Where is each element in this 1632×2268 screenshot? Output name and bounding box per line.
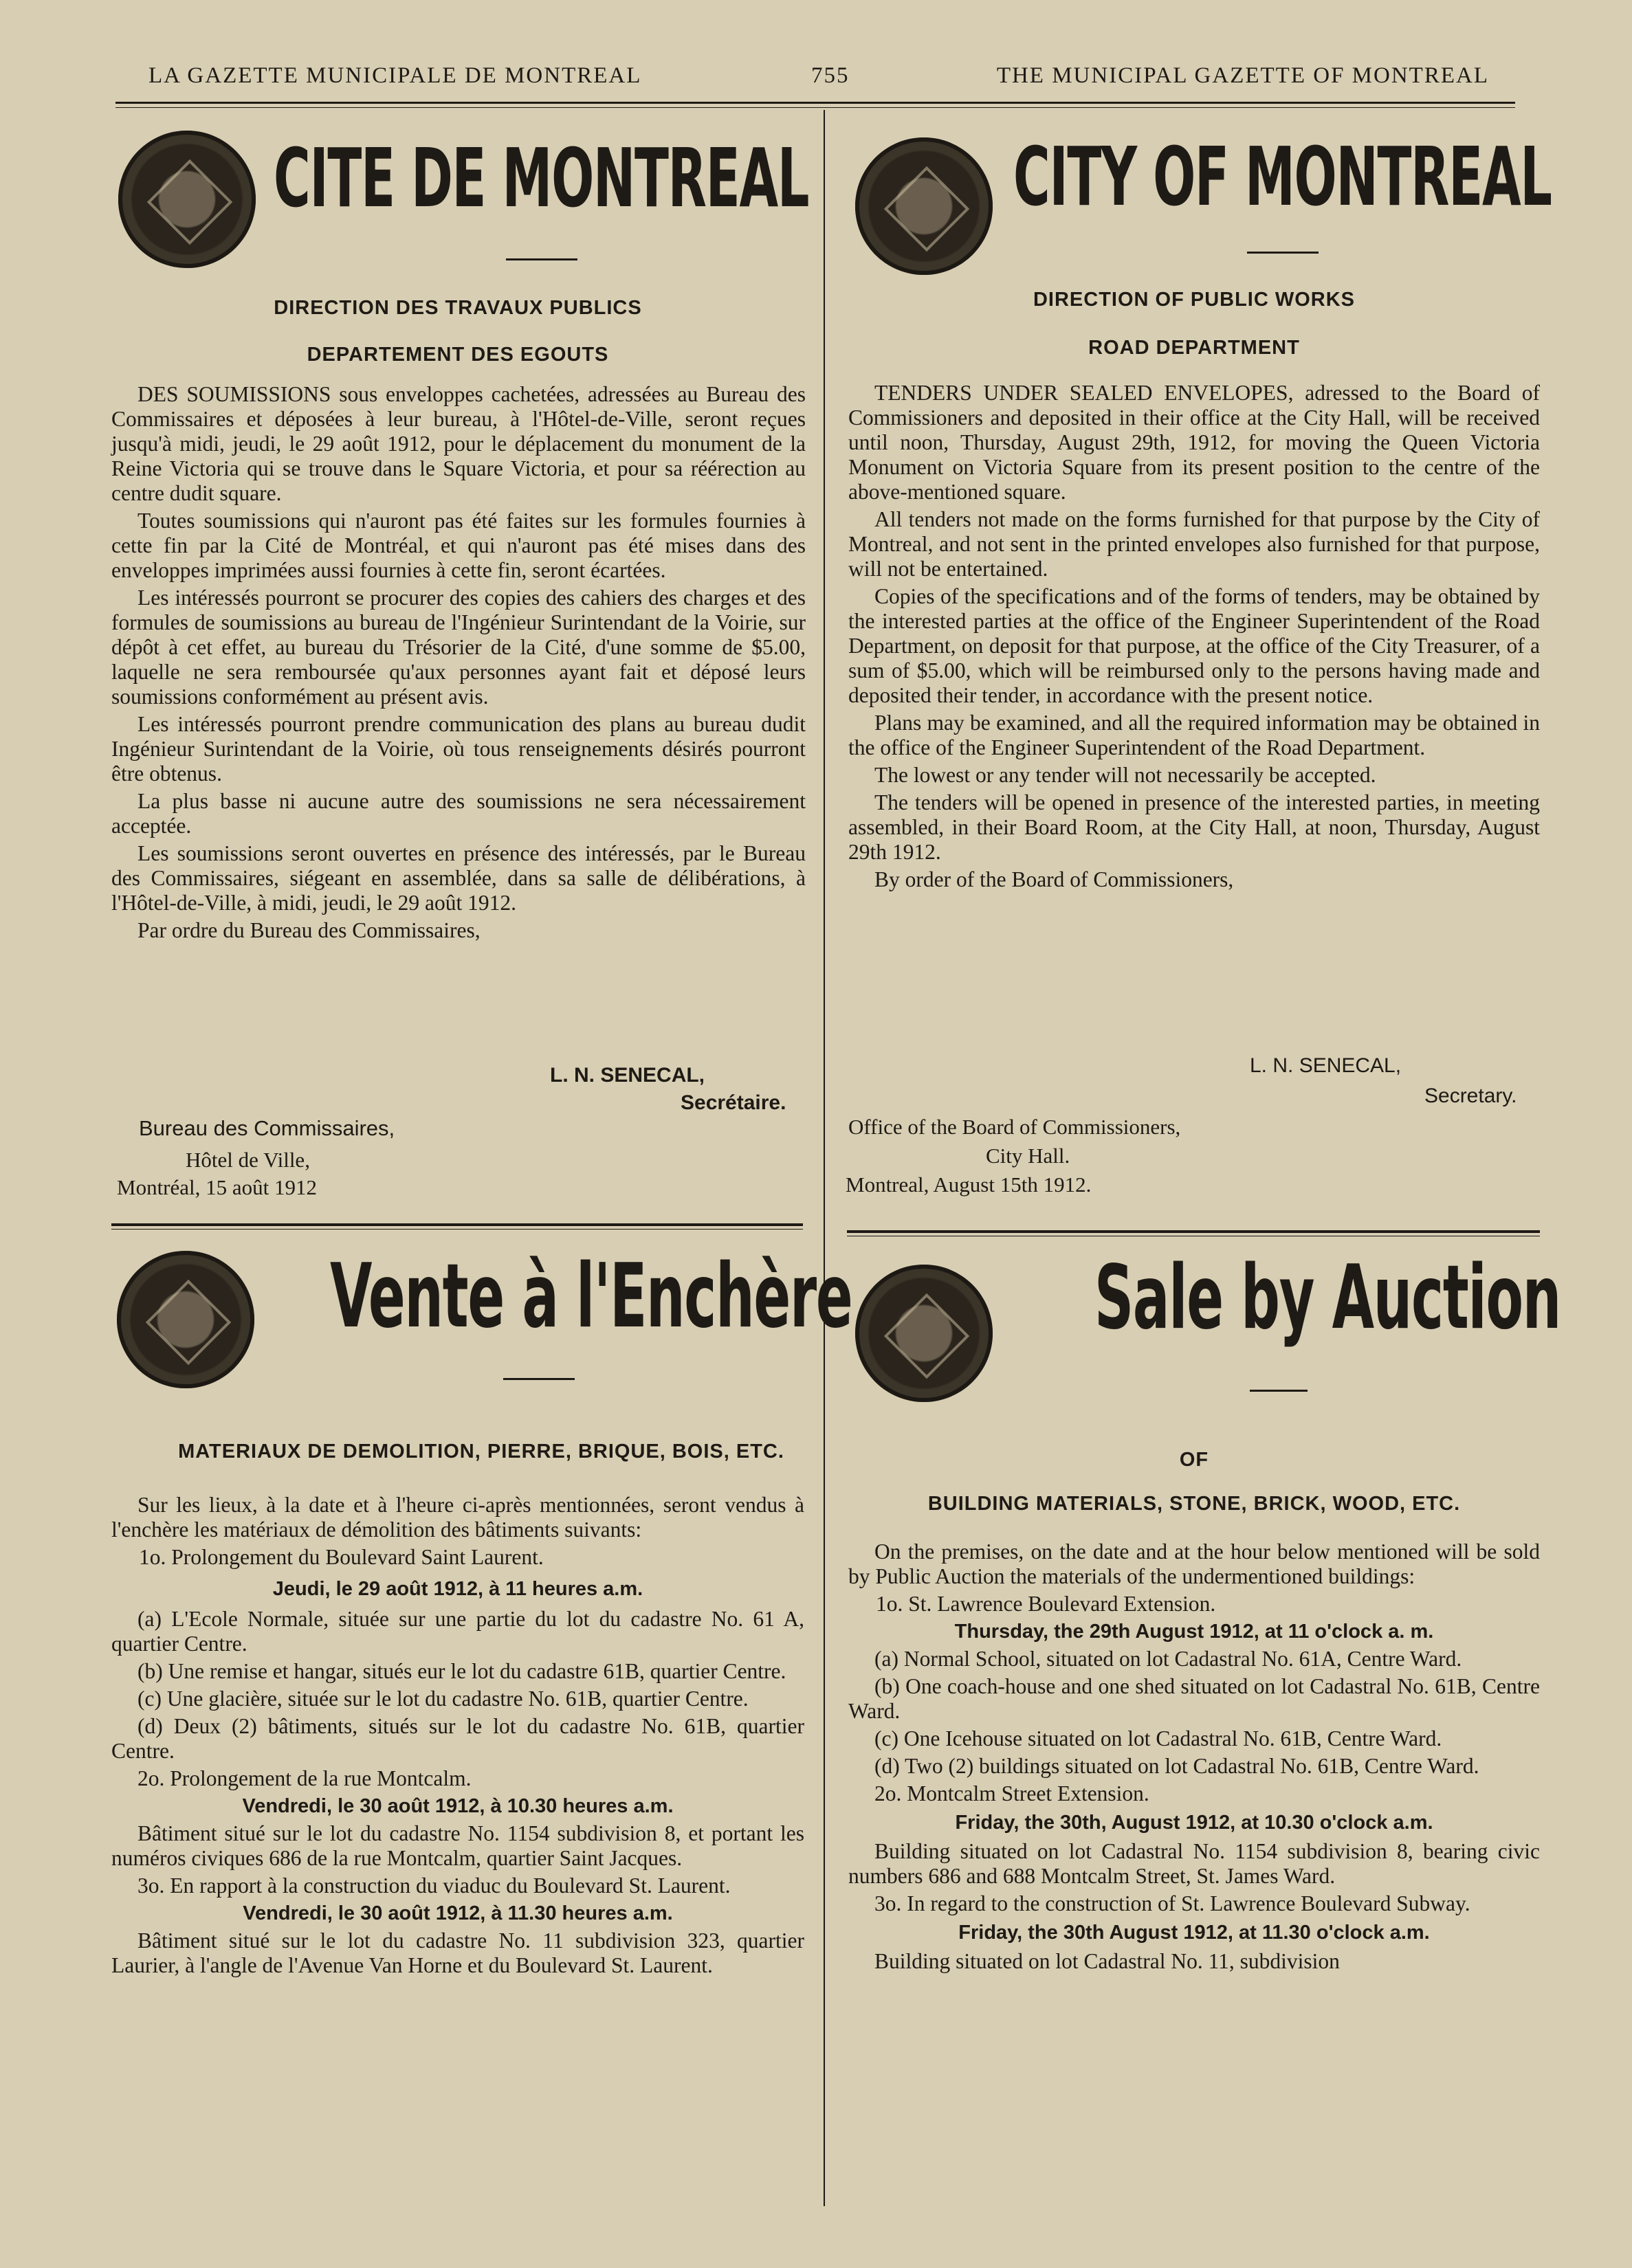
fr-auction-lot-d: (d) Deux (2) bâtiments, situés sur le lot du cadastre No. 61B, quartier Centre.: [111, 1714, 804, 1763]
en-auction-body: [848, 1539, 1540, 1977]
running-head: [115, 63, 1522, 104]
en-section-rule: [847, 1230, 1540, 1236]
fr-auction-item1: 1o. Prolongement du Boulevard Saint Laurent.: [139, 1545, 544, 1569]
city-seal-icon: [855, 1265, 993, 1402]
header-right-title: THE MUNICIPAL GAZETTE OF MONTREAL: [996, 63, 1489, 88]
en-paragraph: The tenders will be opened in presence of the interested parties, in meeting assembled, in their Board Room, at the City Hall, at noon, Thursday, August 29th 1912.: [848, 790, 1540, 864]
header-rule-thin: [115, 107, 1515, 108]
en-paragraph: All tenders not made on the forms furnished for that purpose by the City of Montreal, and not sent in the printed envelopes also furnished for that purpose, will not be entertained.: [848, 507, 1540, 581]
fr-auction-lot-e: Bâtiment situé sur le lot du cadastre No. 1154 subdivision 8, et portant les numéros civiques 686 de la rue Montcalm, quartier Saint Jacques.: [111, 1821, 804, 1870]
en-paragraph: The lowest or any tender will not necessarily be accepted.: [874, 763, 1376, 787]
en-auction-date3: Friday, the 30th August 1912, at 11.30 o'clock a.m.: [958, 1922, 1430, 1944]
header-left-title: LA GAZETTE MUNICIPALE DE MONTREAL: [148, 63, 642, 88]
en-auction-lot-c: (c) One Icehouse situated on lot Cadastral No. 61B, Centre Ward.: [874, 1726, 1442, 1750]
en-subdept-heading: ROAD DEPARTMENT: [1088, 337, 1300, 359]
en-auction-intro: On the premises, on the date and at the hour below mentioned will be sold by Public Auction the materials of the undermentioned buildings:: [848, 1539, 1540, 1588]
en-auction-date1: Thursday, the 29th August 1912, at 11 o'clock a. m.: [954, 1621, 1434, 1643]
en-auction-lot-e: Building situated on lot Cadastral No. 1154 subdivision 8, bearing civic numbers 686 and 688 Montcalm Street, St. James Ward.: [848, 1839, 1540, 1888]
en-notice-title: CITY OF MONTREAL: [1013, 129, 1552, 224]
en-auction-lot-b: (b) One coach-house and one shed situated on lot Cadastral No. 61B, Centre Ward.: [848, 1674, 1540, 1723]
fr-date: Montréal, 15 août 1912: [117, 1175, 318, 1199]
fr-auction-lot-a: (a) L'Ecole Normale, située sur une partie du lot du cadastre No. 61 A, quartier Centre.: [111, 1607, 804, 1656]
en-signer: L. N. SENECAL,: [1250, 1054, 1402, 1077]
fr-paragraph: Les soumissions seront ouvertes en présence des intéressés, par le Bureau des Commissaires, siégeant en assemblée, dans sa salle de délibérations, à l'Hôtel-de-Ville, à midi, jeudi, le 29 août 1912.: [111, 841, 806, 915]
en-signer-title: Secretary.: [1424, 1085, 1517, 1107]
fr-auction-date3: Vendredi, le 30 août 1912, à 11.30 heures a.m.: [243, 1902, 673, 1924]
fr-auction-title: Vente à l'Enchère: [330, 1245, 852, 1348]
fr-office2: Hôtel de Ville,: [186, 1148, 310, 1172]
fr-auction-intro: Sur les lieux, à la date et à l'heure ci-après mentionnées, seront vendus à l'enchère les matériaux de démolition des bâtiments suivants:: [111, 1493, 804, 1542]
en-auction-lot-d: (d) Two (2) buildings situated on lot Cadastral No. 61B, Centre Ward.: [874, 1754, 1479, 1778]
fr-auction-body: [111, 1493, 804, 1981]
en-auction-item2: 2o. Montcalm Street Extension.: [874, 1781, 1149, 1805]
en-dept-heading: DIRECTION OF PUBLIC WORKS: [1033, 289, 1356, 311]
en-paragraph: Plans may be examined, and all the required information may be obtained in the office of the Engineer Superintendent of the Road Department.: [848, 711, 1540, 759]
fr-section-rule: [111, 1223, 803, 1230]
column-divider: [824, 110, 825, 2206]
en-auction-lot-a: (a) Normal School, situated on lot Cadastral No. 61A, Centre Ward.: [874, 1647, 1462, 1671]
fr-auction-lot-b: (b) Une remise et hangar, situés eur le lot du cadastre 61B, quartier Centre.: [137, 1659, 786, 1683]
en-auction-date2: Friday, the 30th, August 1912, at 10.30 o'clock a.m.: [955, 1812, 1433, 1834]
fr-auction-item2: 2o. Prolongement de la rue Montcalm.: [137, 1766, 472, 1790]
city-seal-icon: [855, 137, 993, 275]
en-date: Montreal, August 15th 1912.: [846, 1172, 1092, 1197]
fr-dept-heading: DIRECTION DES TRAVAUX PUBLICS: [274, 297, 642, 319]
en-auction-title-rule: [1250, 1390, 1308, 1392]
en-auction-of: OF: [1179, 1449, 1209, 1471]
fr-notice-title: CITE DE MONTREAL: [274, 131, 809, 225]
fr-auction-date2: Vendredi, le 30 août 1912, à 10.30 heures a.m.: [242, 1795, 674, 1817]
fr-auction-subhead: MATERIAUX DE DEMOLITION, PIERRE, BRIQUE, BOIS, ETC.: [178, 1441, 784, 1463]
en-notice-body: [848, 381, 1540, 895]
en-paragraph: TENDERS UNDER SEALED ENVELOPES, adressed to the Board of Commissioners and deposited in their office at the City Hall, will be received until noon, Thursday, August 29th, 1912, for moving the Queen Victoria Monument on Victoria Square from its present position to the centre of the above-mentioned square.: [848, 381, 1540, 504]
fr-auction-date1: Jeudi, le 29 août 1912, à 11 heures a.m.: [272, 1578, 643, 1600]
fr-paragraph: DES SOUMISSIONS sous enveloppes cachetées, adressées au Bureau des Commissaires et déposées à leur bureau, à l'Hôtel-de-Ville, seront reçues jusqu'à midi, jeudi, le 29 août 1912, pour le déplacement du monument de la Reine Victoria qui se trouve dans le Square Victoria, et pour sa réérection au centre dudit square.: [111, 382, 806, 505]
header-rule: [115, 102, 1515, 104]
en-title-rule: [1247, 252, 1319, 254]
fr-paragraph: La plus basse ni aucune autre des soumissions ne sera nécessairement acceptée.: [111, 789, 806, 838]
en-auction-title: Sale by Auction: [1094, 1247, 1561, 1349]
fr-auction-title-rule: [503, 1378, 575, 1380]
page-number: 755: [811, 63, 850, 88]
fr-signer-title: Secrétaire.: [681, 1091, 786, 1114]
en-paragraph: Copies of the specifications and of the forms of tenders, may be obtained by the interested parties at the office of the Engineer Superintendent of the Road Department, on deposit for that purpose, at the office of the City Treasurer, of a sum of $5.00, which will be reimbursed only to the persons having made and deposited their tender, in accordance with the present notice.: [848, 584, 1540, 707]
city-seal-icon: [117, 1251, 254, 1388]
fr-auction-item3: 3o. En rapport à la construction du viaduc du Boulevard St. Laurent.: [137, 1874, 731, 1898]
fr-office: Bureau des Commissaires,: [139, 1116, 395, 1140]
fr-paragraph: Les intéressés pourront prendre communication des plans au bureau dudit Ingénieur Surintendant de la Voirie, où tous renseignements désirés pourront être obtenus.: [111, 712, 806, 786]
fr-signer: L. N. SENECAL,: [550, 1064, 705, 1087]
en-auction-item1: 1o. St. Lawrence Boulevard Extension.: [876, 1592, 1216, 1616]
en-office2: City Hall.: [986, 1144, 1070, 1168]
fr-title-rule: [506, 258, 577, 260]
fr-subdept-heading: DEPARTEMENT DES EGOUTS: [307, 344, 609, 366]
en-auction-subhead: BUILDING MATERIALS, STONE, BRICK, WOOD, ETC.: [927, 1493, 1461, 1515]
fr-paragraph: Toutes soumissions qui n'auront pas été faites sur les formules fournies à cette fin par la Cité de Montréal, et qui n'auront pas été mises dans des enveloppes imprimées aussi fournies à cette fin, seront écartées.: [111, 509, 806, 582]
en-paragraph: By order of the Board of Commissioners,: [874, 867, 1234, 891]
fr-paragraph: Les intéressés pourront se procurer des copies des cahiers des charges et des formules de soumissions au bureau de l'Ingénieur Surintendant de la Voirie, sur dépôt à cet effet, au bureau du Trésorier de la Cité, d'une somme de $5.00, laquelle ne sera remboursée qu'aux personnes ayant fait et déposé leurs soumissions conformément au présent avis.: [111, 586, 806, 709]
fr-auction-lot-c: (c) Une glacière, située sur le lot du cadastre No. 61B, quartier Centre.: [137, 1687, 749, 1711]
en-auction-item3: 3o. In regard to the construction of St. Lawrence Boulevard Subway.: [874, 1891, 1470, 1915]
en-auction-lot-f: Building situated on lot Cadastral No. 11, subdivision: [874, 1949, 1340, 1973]
en-office: Office of the Board of Commissioners,: [848, 1115, 1181, 1139]
fr-paragraph: Par ordre du Bureau des Commissaires,: [137, 918, 481, 942]
fr-auction-lot-f: Bâtiment situé sur le lot du cadastre No. 11 subdivision 323, quartier Laurier, à l'angle de l'Avenue Van Horne et du Boulevard St. Laurent.: [111, 1928, 804, 1977]
city-seal-icon: [118, 131, 256, 268]
fr-notice-body: [111, 382, 806, 946]
